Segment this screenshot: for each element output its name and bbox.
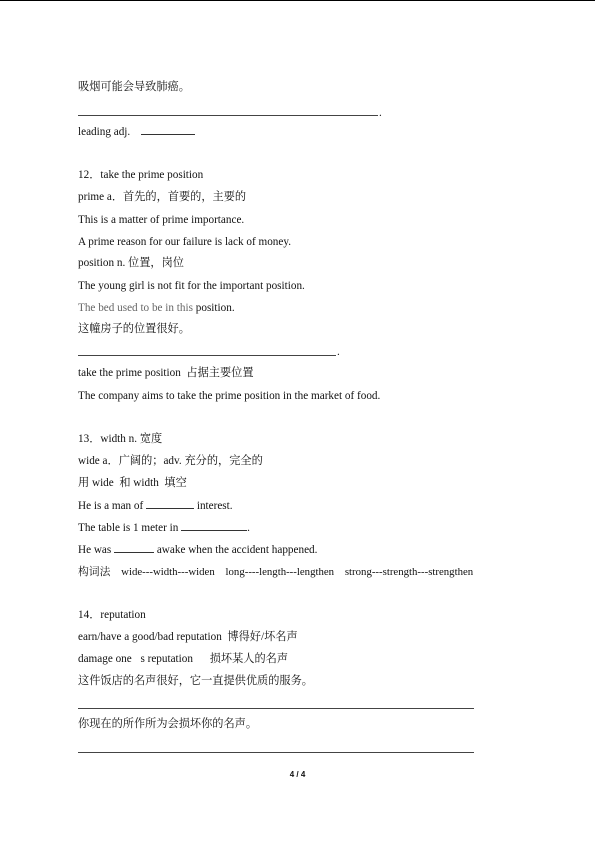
example-sentence: The young girl is not fit for the important position. — [78, 280, 305, 292]
leading-line — [78, 125, 195, 139]
example-part: position. — [195, 302, 235, 314]
page-number: 4 / 4 — [289, 770, 306, 779]
prime-definition: prime a．首先的，首要的，主要的 — [78, 191, 247, 203]
fill-blank[interactable] — [181, 521, 247, 531]
task-instruction: 用 wide 和 width 填空 — [78, 477, 187, 489]
example-sentence: This is a matter of prime importance. — [78, 214, 245, 226]
wide-definition: wide a．广阔的；adv. 充分的，完全的 — [78, 455, 263, 467]
answer-line[interactable] — [78, 115, 378, 116]
chinese-sentence: 这幢房子的位置很好。 — [78, 323, 190, 335]
fill-blank[interactable] — [146, 499, 194, 509]
word-formation: 构词法 wide---width---widen long----length---lengthen strong---strength---strengthen — [78, 566, 474, 578]
answer-line[interactable] — [78, 708, 474, 709]
example-part: The bed used to be in this — [78, 302, 196, 314]
phrase-definition: earn/have a good/bad reputation 博得好/坏名声 — [78, 631, 298, 643]
chinese-sentence: 这件饭店的名声很好，它一直提供优质的服务。 — [78, 675, 313, 687]
question-text: He was — [78, 544, 115, 556]
section-12-title: 12．take the prime position — [78, 169, 204, 181]
phrase-definition: take the prime position 占据主要位置 — [78, 367, 254, 379]
fill-blank[interactable] — [114, 543, 154, 553]
section-14-title: 14．reputation — [78, 609, 146, 621]
answer-end-mark: . — [337, 346, 340, 358]
section-13-title: 13．width n. 宽度 — [78, 433, 163, 445]
example-sentence: A prime reason for our failure is lack of money. — [78, 236, 292, 248]
answer-line[interactable] — [78, 355, 336, 356]
fill-question — [78, 543, 317, 557]
chinese-sentence: 吸烟可能会导致肺癌。 — [78, 81, 190, 93]
question-text: . — [247, 522, 250, 534]
question-text: interest. — [194, 500, 233, 512]
phrase-definition: damage one s reputation 损坏某人的名声 — [78, 653, 289, 665]
answer-end-mark: . — [379, 107, 382, 119]
fill-question — [78, 499, 233, 513]
question-text: The table is 1 meter in — [78, 522, 182, 534]
fill-question — [78, 521, 250, 535]
position-definition: position n. 位置，岗位 — [78, 257, 184, 269]
page-top-border — [0, 0, 595, 1]
example-sentence: The company aims to take the prime position in the market of food. — [78, 390, 381, 402]
answer-line[interactable] — [78, 752, 474, 753]
leading-blank[interactable] — [141, 125, 195, 135]
question-text: awake when the accident happened. — [154, 544, 318, 556]
chinese-sentence: 你现在的所作所为会损坏你的名声。 — [78, 718, 258, 730]
leading-label: leading adj. — [78, 126, 142, 138]
question-text: He is a man of — [78, 500, 147, 512]
example-sentence — [78, 301, 235, 315]
